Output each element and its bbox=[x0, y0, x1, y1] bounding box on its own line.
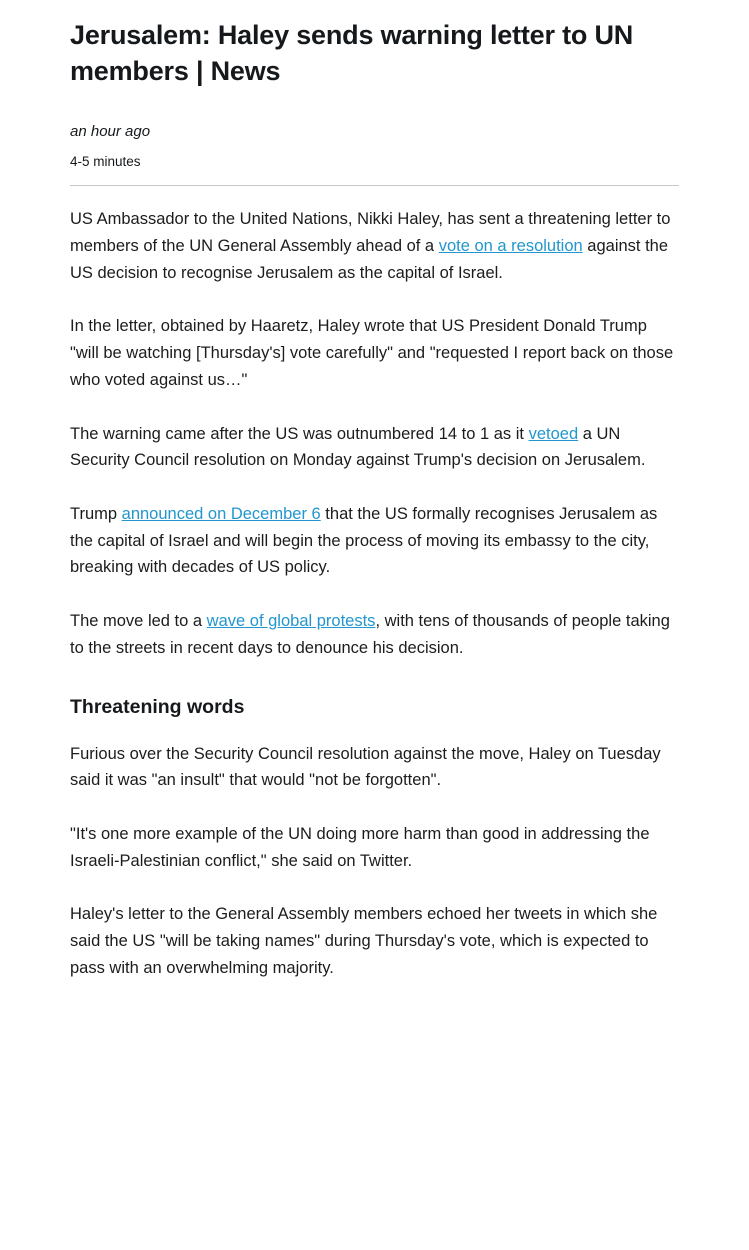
header-divider bbox=[70, 185, 679, 186]
article-readtime: 4-5 minutes bbox=[70, 154, 141, 170]
paragraph-3 bbox=[70, 421, 679, 474]
paragraph-2: In the letter, obtained by Haaretz, Haley wrote that US President Donald Trump "will be watching [Thursday's] vote carefully" and "requested I report back on those who voted against us…" bbox=[70, 317, 674, 389]
paragraph-5-text-b: , with tens of thousands of people taking to the streets in recent days to denounce his decision. bbox=[70, 612, 670, 657]
section-heading-threatening-words: Threatening words bbox=[70, 695, 245, 718]
paragraph-4-text-b: that the US formally recognises Jerusalem as the capital of Israel and will begin the process of moving its embassy to the city, breaking with decades of US policy. bbox=[70, 505, 658, 577]
paragraph-1 bbox=[70, 206, 679, 286]
paragraph-4-text-a: Trump bbox=[70, 505, 122, 523]
link-vetoed[interactable]: vetoed bbox=[528, 424, 579, 443]
paragraph-7: "It's one more example of the UN doing more harm than good in addressing the Israeli-Palestinian conflict," she said on Twitter. bbox=[70, 825, 650, 870]
paragraph-4 bbox=[70, 501, 679, 581]
paragraph-3-text-a: The warning came after the US was outnumbered 14 to 1 as it bbox=[70, 424, 529, 443]
paragraph-5 bbox=[70, 608, 679, 661]
paragraph-6: Furious over the Security Council resolution against the move, Haley on Tuesday said it was "an insult" that would "not be forgotten". bbox=[70, 744, 661, 790]
paragraph-3-text-b: a UN Security Council resolution on Monday against Trump's decision on Jerusalem. bbox=[70, 424, 646, 470]
paragraph-8: Haley's letter to the General Assembly members echoed her tweets in which she said the US "will be taking names" during Thursday's vote, which is expected to pass with an overwhelming majority. bbox=[70, 905, 658, 977]
paragraph-5-text-a: The move led to a bbox=[70, 612, 207, 631]
link-announced-on-december-6[interactable]: announced on December 6 bbox=[121, 505, 321, 523]
paragraph-1-text-b: against the US decision to recognise Jerusalem as the capital of Israel. bbox=[70, 236, 669, 282]
link-vote-on-a-resolution[interactable]: vote on a resolution bbox=[438, 236, 583, 255]
page-title: Jerusalem: Haley sends warning letter to UN members | News bbox=[70, 20, 634, 86]
article-timestamp: an hour ago bbox=[70, 123, 151, 141]
link-wave-of-global-protests[interactable]: wave of global protests bbox=[206, 612, 376, 631]
paragraph-1-text-a: US Ambassador to the United Nations, Nikki Haley, has sent a threatening letter to members of the UN General Assembly ahead of a bbox=[70, 210, 671, 255]
